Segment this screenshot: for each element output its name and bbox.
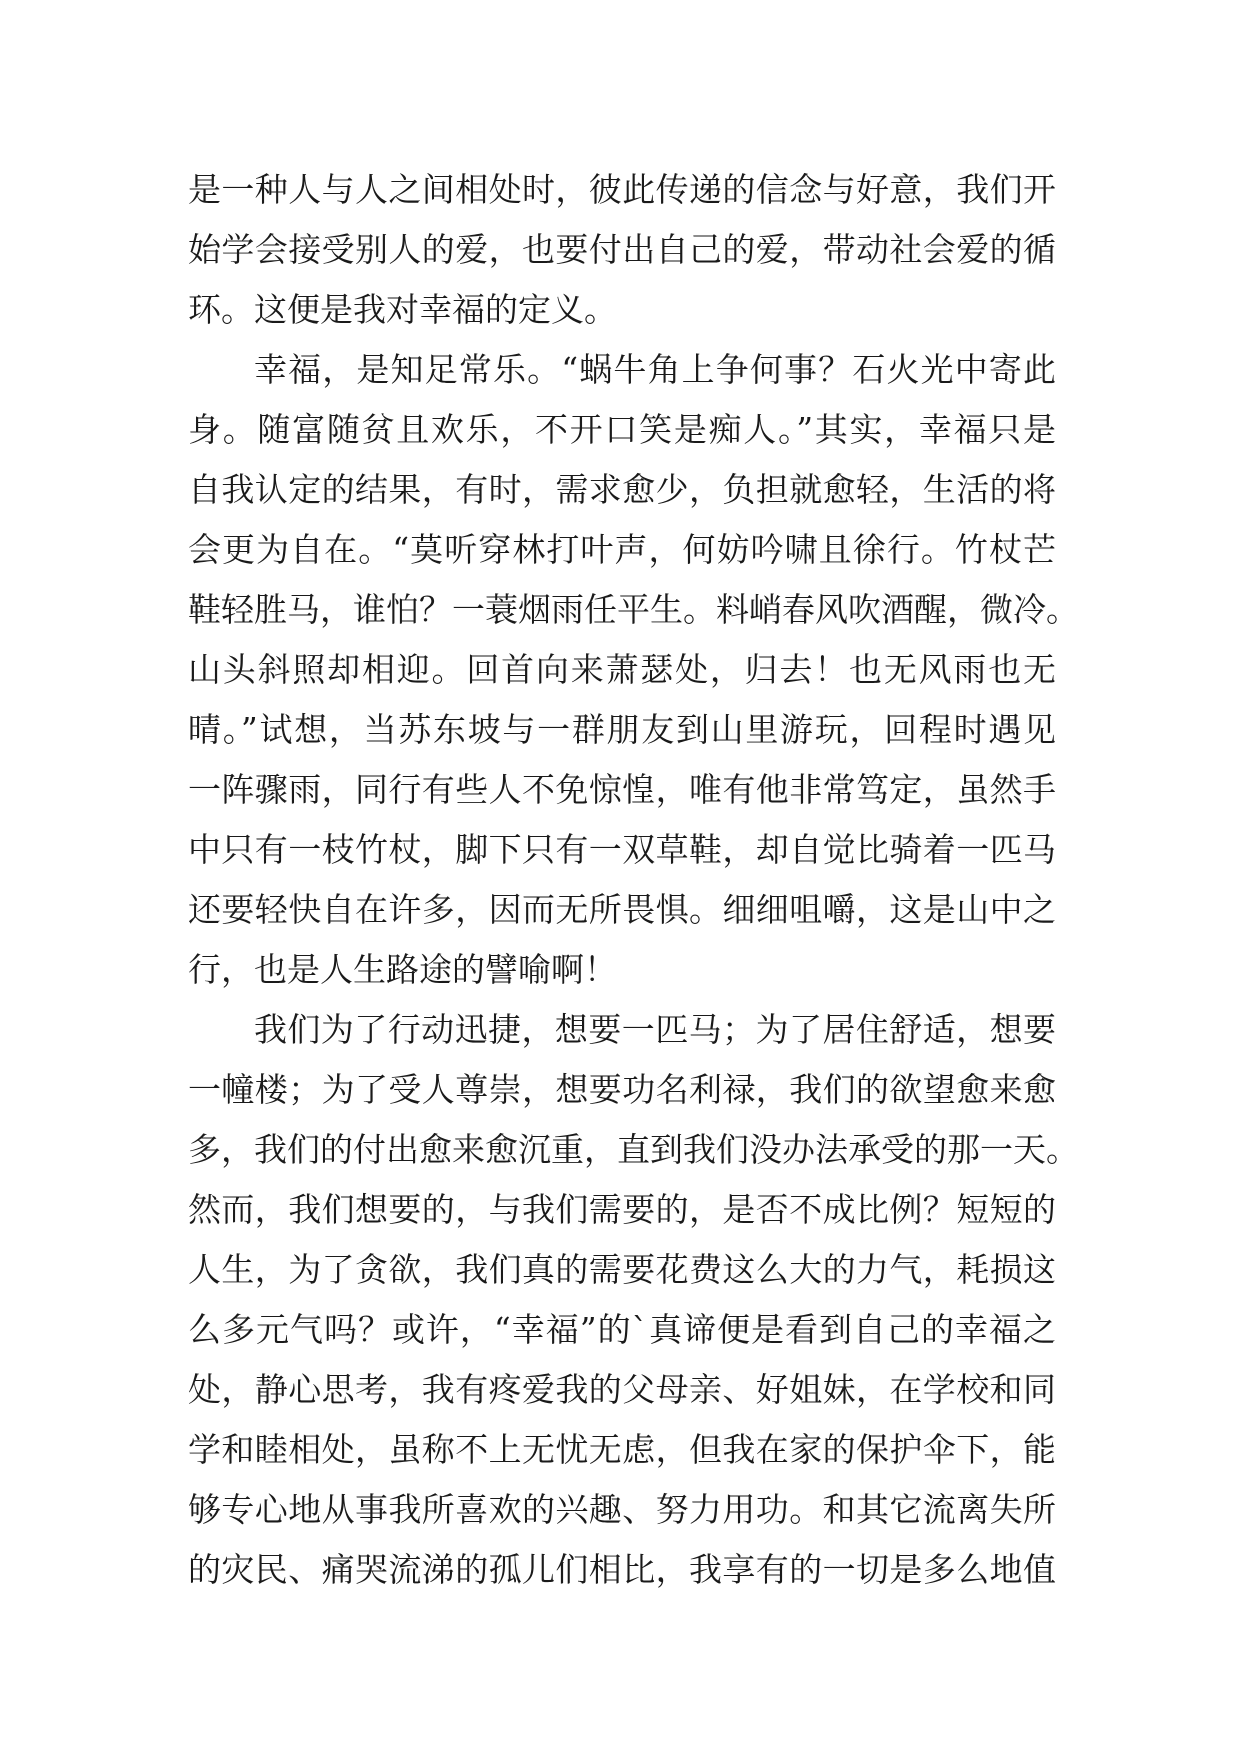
text-line: 始学会接受别人的爱，也要付出自己的爱，带动社会爱的循 [188,230,1056,269]
text-line: 幸福，是知足常乐。“蜗牛角上争何事？石火光中寄此 [254,350,1056,389]
paragraph-2 [188,340,1079,1000]
text-line: 一阵骤雨，同行有些人不免惊惶，唯有他非常笃定，虽然手 [188,770,1056,809]
text-line: 会更为自在。“莫听穿林打叶声，何妨吟啸且徐行。竹杖芒 [188,530,1056,569]
text-line: 我们为了行动迅捷，想要一匹马；为了居住舒适，想要 [254,1010,1056,1049]
text-line: 身。随富随贫且欢乐，不开口笑是痴人。”其实，幸福只是 [188,410,1056,449]
text-line: 多，我们的付出愈来愈沉重，直到我们没办法承受的那一天。 [188,1130,1079,1169]
text-line: 还要轻快自在许多，因而无所畏惧。细细咀嚼，这是山中之 [188,890,1056,929]
text-line: 学和睦相处，虽称不上无忧无虑，但我在家的保护伞下，能 [188,1430,1056,1469]
text-line: 环。这便是我对幸福的定义。 [188,290,617,329]
paragraph-1 [188,160,1056,340]
text-line: 的灾民、痛哭流涕的孤儿们相比，我享有的一切是多么地值 [188,1550,1056,1589]
text-line: 么多元气吗？或许，“幸福”的`真谛便是看到自己的幸福之 [188,1310,1056,1349]
text-line: 自我认定的结果，有时，需求愈少，负担就愈轻，生活的将 [188,470,1056,509]
text-line: 中只有一枝竹杖，脚下只有一双草鞋，却自觉比骑着一匹马 [188,830,1056,869]
document-body [188,160,1079,1600]
text-line: 处，静心思考，我有疼爱我的父母亲、好姐妹，在学校和同 [188,1370,1056,1409]
text-line: 然而，我们想要的，与我们需要的，是否不成比例？短短的 [188,1190,1056,1229]
text-line: 晴。”试想，当苏东坡与一群朋友到山里游玩，回程时遇见 [188,710,1056,749]
text-line: 人生，为了贪欲，我们真的需要花费这么大的力气，耗损这 [188,1250,1056,1289]
text-line: 够专心地从事我所喜欢的兴趣、努力用功。和其它流离失所 [188,1490,1056,1529]
text-line: 是一种人与人之间相处时，彼此传递的信念与好意，我们开 [188,170,1056,209]
text-line: 鞋轻胜马，谁怕？一蓑烟雨任平生。料峭春风吹酒醒，微冷。 [188,590,1079,629]
paragraph-3 [188,1000,1079,1600]
text-line: 行，也是人生路途的譬喻啊！ [188,950,617,989]
text-line: 山头斜照却相迎。回首向来萧瑟处，归去！也无风雨也无 [188,650,1056,689]
text-line: 一幢楼；为了受人尊崇，想要功名利禄，我们的欲望愈来愈 [188,1070,1056,1109]
